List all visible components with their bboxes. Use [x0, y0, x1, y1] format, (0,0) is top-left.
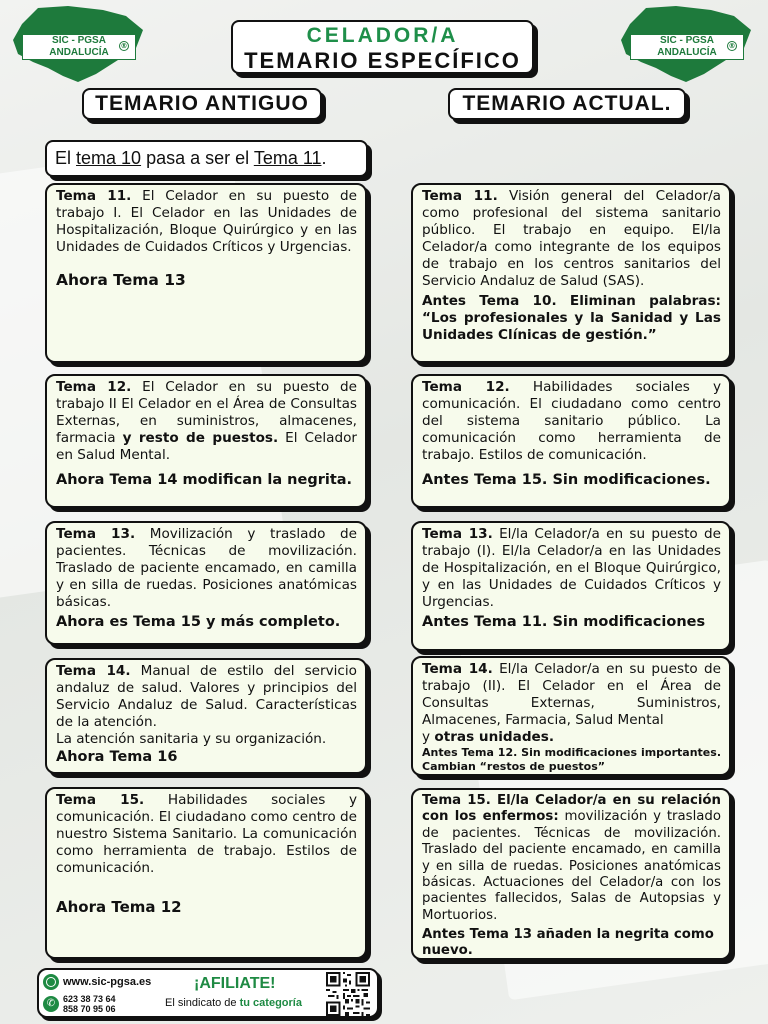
footer-contact-bar [37, 968, 379, 1018]
title-line2: TEMARIO ESPECÍFICO [244, 48, 521, 73]
topic-label: Tema 12. [422, 379, 510, 395]
topic-change-note: Antes Tema 13 añaden la negrita como nuevo. [422, 927, 714, 959]
intro-new-topic: Tema 11 [253, 148, 322, 168]
old-syllabus-heading: TEMARIO ANTIGUO [82, 88, 322, 120]
topic-label: Tema 13. [56, 526, 136, 542]
topic-description [422, 661, 721, 729]
topic-label: Tema 14. [56, 663, 131, 679]
logo-label [22, 34, 136, 60]
topic-description [422, 793, 721, 924]
new-syllabus-heading: TEMARIO ACTUAL. [448, 88, 686, 120]
logo-text-line2: ANDALUCÍA [49, 47, 109, 58]
logo-left [8, 4, 148, 84]
topic-text: Habilidades sociales y comunicación. El ciudadano como centro del sistema sanitario público. La comunicación como herramienta de trabajo. Estilos de comunicación. [422, 379, 721, 463]
intro-old-topic: tema 10 [76, 148, 142, 168]
topic-text: Manual de estilo del servicio andaluz de salud. Valores y principios del Servicio Andaluz de Salud. Características de la atención. [56, 663, 357, 730]
tagline [165, 997, 302, 1009]
phone-number-1[interactable]: 623 38 73 64 [63, 994, 116, 1004]
tagline-prefix: El sindicato de [165, 997, 240, 1009]
topic-label: Tema 11. [422, 188, 498, 204]
phone-numbers [63, 994, 116, 1014]
topic-change-note: Antes Tema 10. Eliminan palabras: “Los profesionales y la Sanidad y Las Unidades Clínicas de gestión.” [422, 293, 721, 343]
old-topic-card-11 [45, 183, 367, 363]
topic-bold-text: y resto de puestos. [122, 430, 279, 446]
topic-description [56, 188, 357, 256]
topic-text: Habilidades sociales y comunicación. El ciudadano como centro de nuestro Sistema Sanitario. La comunicación como herramienta de trabajo. Estilos de comunicación. [56, 792, 357, 876]
topic-change-note: Ahora Tema 16 [56, 749, 178, 765]
registered-icon: ® [728, 42, 736, 50]
topic-text-extra: La atención sanitaria y su organización. [56, 731, 327, 747]
registered-icon: ® [120, 42, 128, 50]
old-topic-card-13 [45, 521, 367, 645]
topic-description [56, 526, 357, 611]
topic-description [422, 188, 721, 290]
topic-text: Visión general del Celador/a como profesional del sistema sanitario público. El trabajo en equipo. El/la Celador/a como integrante de los equipos de trabajo en los centros sanitarios del Servicio Andaluz de Salud (SAS). [422, 188, 721, 289]
topic-description [422, 526, 721, 611]
old-topic-card-14 [45, 658, 367, 774]
intro-suffix: . [321, 148, 327, 168]
topic-change-note: Antes Tema 12. Sin modificaciones importantes. Cambian “restos de puestos” [422, 746, 721, 773]
topic-text: Movilización y traslado de pacientes. Técnicas de movilización. Traslado de paciente encamado, en camilla y en silla de ruedas. Posiciones anatómicas básicas. [56, 526, 357, 610]
qr-code-icon[interactable] [326, 972, 370, 1016]
topic-label: Tema 15. El/la Celador/a en su relación con los enfermos: [422, 793, 721, 825]
intro-middle: pasa a ser el [141, 148, 254, 168]
topic-text: movilización y traslado de pacientes. Técnicas de movilización. Traslado del paciente encamado, en camilla y en silla de ruedas. Posiciones anatómicas básicas. Actuaciones del Celador/a con los pacientes fallecidos, Salas de Autopsias y Mortuorios. [422, 809, 721, 923]
topic-description [56, 792, 357, 877]
page-title [231, 20, 534, 74]
old-topic-card-15 [45, 787, 367, 959]
topic-description [422, 379, 721, 464]
topic-description [56, 379, 357, 464]
website-link[interactable]: www.sic-pgsa.es [63, 976, 152, 988]
phone-number-2[interactable]: 858 70 95 06 [63, 1004, 116, 1014]
topic-change-note: Antes Tema 11. Sin modificaciones [422, 614, 706, 630]
globe-icon [43, 974, 59, 990]
topic-change-note: Ahora Tema 13 [56, 271, 186, 289]
topic-change-note: Antes Tema 15. Sin modificaciones. [422, 472, 711, 488]
topic-text: El/la Celador/a en su puesto de trabajo (I). El/la Celador/a en las Unidades de Hospitalización, en el Bloque Quirúrgico, y en las Unidades de Cuidados Críticos y Urgencias. [422, 526, 721, 610]
topic-change-note: Ahora Tema 12 [56, 898, 182, 916]
join-cta[interactable]: ¡AFILIATE! [194, 975, 276, 992]
title-line1: CELADOR/A [306, 24, 459, 47]
logo-text-line1: SIC - PGSA [52, 35, 106, 46]
topic-change-note: Ahora es Tema 15 y más completo. [56, 614, 341, 630]
topic-change-note: Ahora Tema 14 modifican la negrita. [56, 472, 353, 488]
topic-label: Tema 13. [422, 526, 493, 542]
logo-text-line1: SIC - PGSA [660, 35, 714, 46]
topic-label: Tema 14. [422, 661, 493, 677]
topic-text: El Celador en Salud Mental. [56, 430, 357, 463]
old-topic-card-12 [45, 374, 367, 508]
whatsapp-icon: ✆ [43, 996, 59, 1012]
topic-text: El Celador en su puesto de trabajo II El Celador en el Área de Consultas Externas, en suministros, almacenes, farmacia [56, 379, 358, 446]
new-topic-card-12 [411, 374, 731, 508]
new-topic-card-13 [411, 521, 731, 651]
topic-description [56, 663, 357, 731]
intro-note [45, 140, 368, 177]
intro-prefix: El [55, 148, 77, 168]
topic-label: Tema 11. [56, 188, 132, 204]
new-topic-card-15 [411, 788, 731, 960]
new-topic-card-11 [411, 183, 731, 363]
topic-bold-text: otras unidades. [434, 729, 555, 745]
topic-text: El/la Celador/a en su puesto de trabajo (II). El Celador en el Área de Consultas Externas, Suministros, Almacenes, Farmacia, Salud Mental [422, 661, 721, 728]
topic-text: y [422, 729, 435, 745]
topic-label: Tema 12. [56, 379, 132, 395]
tagline-bold: tu categoría [239, 997, 302, 1009]
logo-text-line2: ANDALUCÍA [657, 47, 717, 58]
logo-label [630, 34, 744, 60]
topic-text: El Celador en su puesto de trabajo I. El Celador en las Unidades de Hospitalización, Bloque Quirúrgico y en las Unidades de Cuidados Críticos y Urgencias. [56, 188, 358, 255]
topic-text-extra [422, 729, 721, 746]
logo-right [616, 4, 756, 84]
new-topic-card-14 [411, 656, 731, 776]
topic-label: Tema 15. [56, 792, 145, 808]
